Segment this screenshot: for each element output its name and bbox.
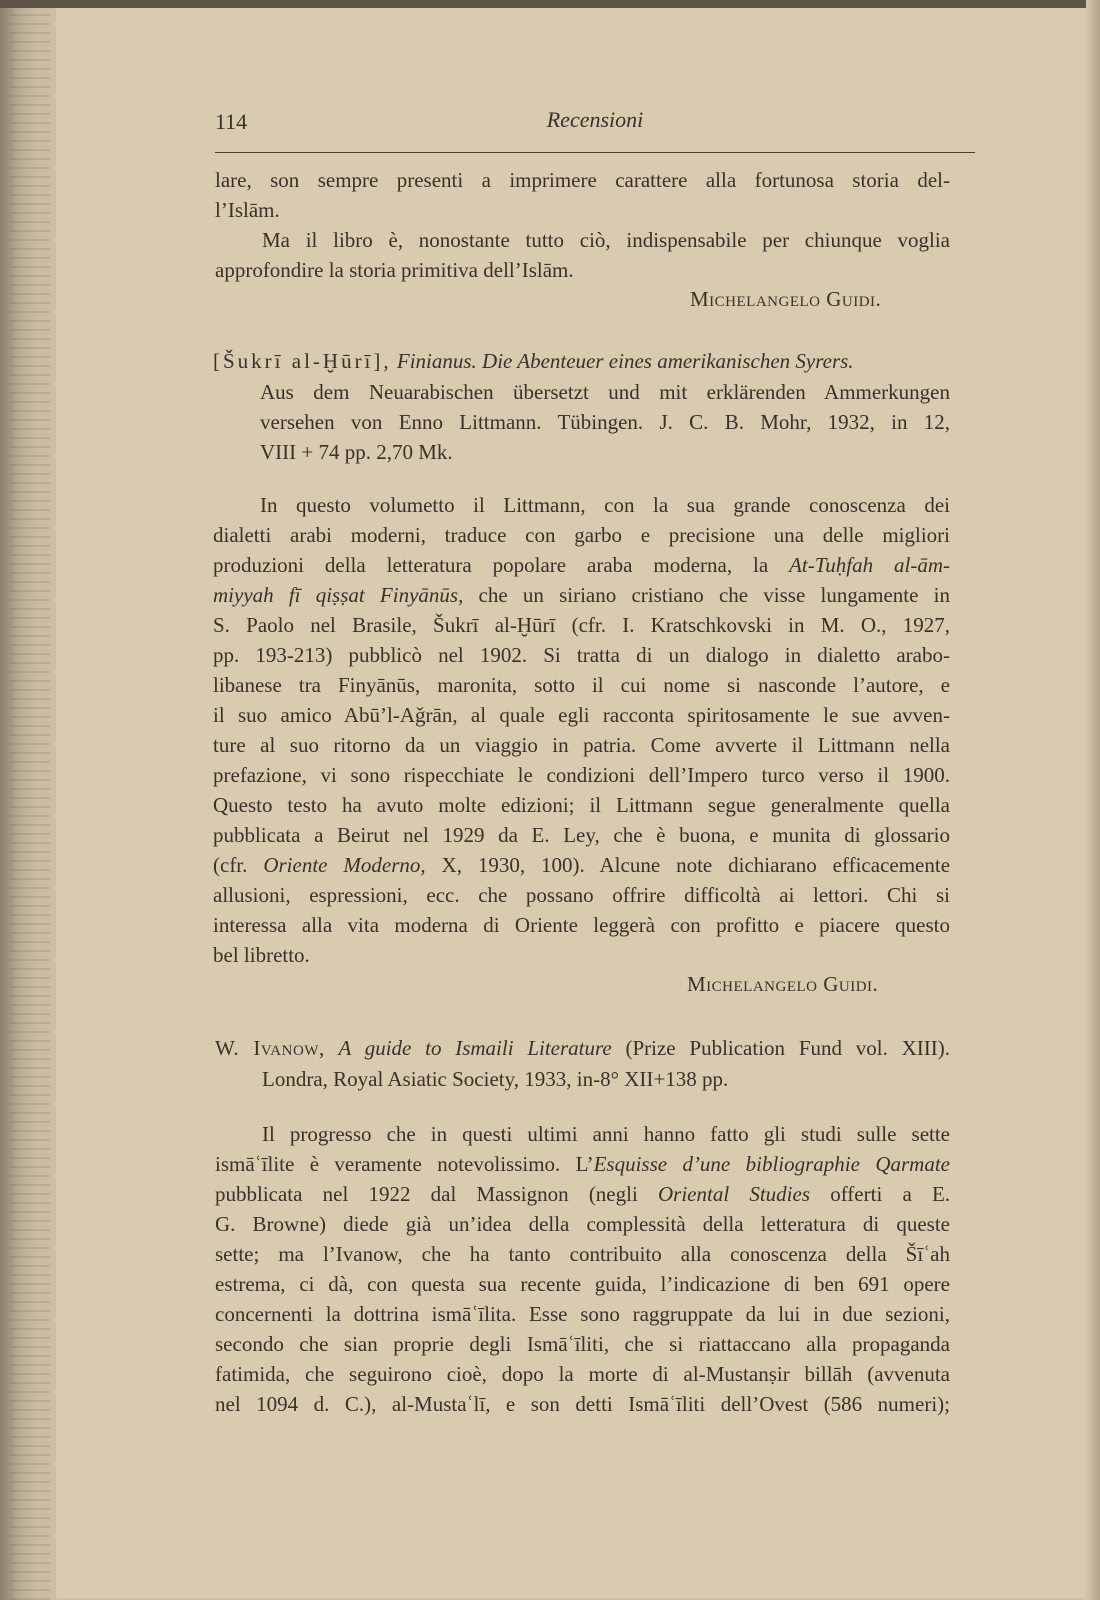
work-title: At-Tuḥfah al-ām-	[789, 553, 951, 577]
review-title: A guide to Ismaili Literature	[338, 1036, 612, 1060]
text-line: Ma il libro è, nonostante tutto ciò, indispensabile per chiunque voglia	[262, 228, 950, 252]
text-line: l’Islām.	[215, 198, 280, 222]
text-line: secondo che sian proprie degli Ismāʿīliti, che si riattaccano alla propaganda	[215, 1332, 950, 1356]
work-title: Oriental Studies	[658, 1182, 810, 1206]
review-heading	[215, 1034, 950, 1062]
page-right-edge	[1086, 0, 1100, 1600]
text-line: nel 1094 d. C.), al-Mustaʿlī, e son detti Ismāʿīliti dell’Ovest (586 numeri);	[215, 1392, 950, 1416]
review-heading	[213, 347, 854, 375]
text-line	[215, 1150, 950, 1178]
text-line: lare, son sempre presenti a imprimere carattere alla fortunosa storia del-	[215, 168, 950, 192]
text-line: pp. 193-213) pubblicò nel 1902. Si tratta di un dialogo in dialetto arabo-	[213, 643, 950, 667]
text-line	[215, 1180, 950, 1208]
top-band	[0, 0, 1100, 8]
text-line: concernenti la dottrina ismāʿīlita. Esse sono raggruppate da lui in due sezioni,	[215, 1302, 950, 1326]
text-line: VIII + 74 pp. 2,70 Mk.	[260, 440, 453, 464]
text-line: approfondire la storia primitiva dell’Islām.	[215, 258, 574, 282]
text-line	[213, 581, 950, 609]
text-run: (cfr.	[213, 853, 248, 877]
journal-title: Oriente Moderno,	[263, 853, 426, 877]
text-line: G. Browne) diede già un’idea della complessità della letteratura di queste	[215, 1212, 950, 1236]
text-line: S. Paolo nel Brasile, Šukrī al-Ḫūrī (cfr. I. Kratschkovski in M. O., 1927,	[213, 613, 950, 637]
text-line: il suo amico Abū’l-Aǧrān, al quale egli racconta spiritosamente le sue avven-	[213, 703, 950, 727]
text-line: interessa alla vita moderna di Oriente leggerà con profitto e piacere questo	[213, 913, 950, 937]
text-line: dialetti arabi moderni, traduce con garbo e precisione una delle migliori	[213, 523, 950, 547]
text-line: libanese tra Finyānūs, maronita, sotto il cui nome si nasconde l’autore, e	[213, 673, 950, 697]
text-line: ture al suo ritorno da un viaggio in patria. Come avverte il Littmann nella	[213, 733, 950, 757]
work-title: miyyah fī qiṣṣat Finyānūs,	[213, 583, 464, 607]
text-line: In questo volumetto il Littmann, con la sua grande conoscenza dei	[260, 493, 950, 517]
text-run: produzioni della letteratura popolare araba moderna, la	[213, 553, 769, 577]
running-head-title: Recensioni	[546, 107, 644, 132]
text-line: fatimida, che seguirono cioè, dopo la morte di al-Mustanṣir billāh (avvenuta	[215, 1362, 950, 1386]
text-run: offerti a E.	[830, 1182, 951, 1206]
text-line: pubblicata a Beirut nel 1929 da E. Ley, che è buona, e munita di glossario	[213, 823, 950, 847]
text-line: bel libretto.	[213, 943, 310, 967]
text-line	[213, 851, 950, 879]
text-run: X, 1930, 100). Alcune note dichiarano efficacemente	[441, 853, 951, 877]
text-run: pubblicata nel 1922 dal Massignon (negli	[215, 1182, 638, 1206]
text-line: versehen von Enno Littmann. Tübingen. J. C. B. Mohr, 1932, in 12,	[260, 410, 950, 434]
running-header	[215, 107, 975, 147]
text-line: Aus dem Neuarabischen übersetzt und mit erklärenden Ammerkungen	[260, 380, 950, 404]
text-run: che un siriano cristiano che visse lungamente in	[478, 583, 950, 607]
page-number: 114	[215, 109, 248, 134]
text-line	[213, 551, 950, 579]
text-line: sette; ma l’Ivanow, che ha tanto contribuito alla conoscenza della Šīʿah	[215, 1242, 950, 1266]
text-line: Londra, Royal Asiatic Society, 1933, in-8° XII+138 pp.	[262, 1067, 729, 1091]
text-run: ismāʿīlite è veramente notevolissimo. L’	[215, 1152, 594, 1176]
text-run: (Prize Publication Fund vol. XIII).	[625, 1036, 950, 1060]
text-line: allusioni, espressioni, ecc. che possano offrire difficoltà ai lettori. Chi si	[213, 883, 950, 907]
book-spine-edge	[0, 0, 60, 1600]
review-author: [Šukrī al-Ḫūrī],	[213, 349, 392, 373]
review-author: W. Ivanow,	[215, 1036, 325, 1060]
text-line: Il progresso che in questi ultimi anni hanno fatto gli studi sulle sette	[262, 1122, 950, 1146]
text-line: estrema, ci dà, con questa sua recente guida, l’indicazione di ben 691 opere	[215, 1272, 950, 1296]
signature: Michelangelo Guidi.	[687, 972, 879, 996]
text-line: prefazione, vi sono rispecchiate le condizioni dell’Impero turco verso il 1900.	[213, 763, 950, 787]
work-title: Esquisse d’une bibliographie Qarmate	[593, 1152, 950, 1176]
review-title: Finianus. Die Abenteuer eines amerikanischen Syrers.	[396, 349, 854, 373]
text-line: Questo testo ha avuto molte edizioni; il Littmann segue generalmente quella	[213, 793, 950, 817]
header-rule	[215, 152, 975, 153]
signature: Michelangelo Guidi.	[690, 287, 882, 311]
